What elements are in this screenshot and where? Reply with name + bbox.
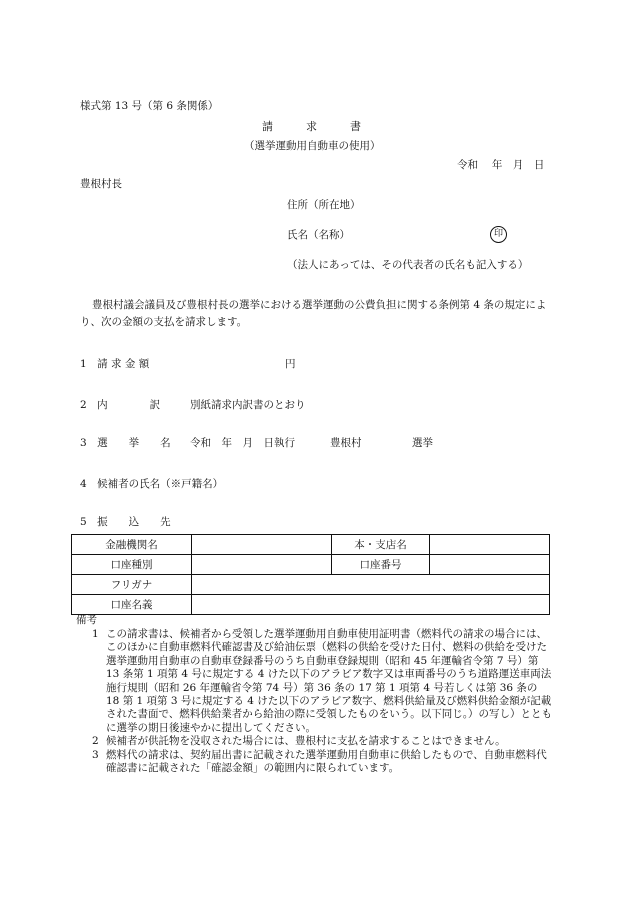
note-text: この請求書は、候補者から受領した選挙運動用自動車使用証明書（燃料代の請求の場合には、このほかに自動車燃料代確認書及び給油伝票（燃料の供給を受けた日付、燃料の供給を受けた選挙運動用自動車の自動車登録番号のうち自動車登録規則（昭和 45 年運輸省令第 7 号）第 13 条第 1 項第 4 号に規定する 4 けた以下のアラビア数字又は車両番号のうち道路運送車両法施行規則（昭和 26 年運輸省令第 74 号）第 36 条の 17 第 1 項第 4 号若しくは第 36 条の 18 第 1 項第 3 号に規定する 4 けた以下のアラビア数字、燃料供給量及び燃料供給金額が記載された書面で、燃料供給業者から給油の際に受領したものをいう。以下同じ。）の写し）とともに選挙の期日後速やかに提出してください。 <box>106 628 553 734</box>
bank-name-label: 金融機関名 <box>72 535 192 555</box>
account-number-field[interactable] <box>430 555 550 575</box>
account-number-label: 口座番号 <box>332 555 430 575</box>
transfer-label: 5 振 込 先 <box>80 516 171 528</box>
furigana-field[interactable] <box>192 575 550 595</box>
seal-icon: 印 <box>490 226 507 243</box>
notes-heading: 備考 <box>76 614 97 626</box>
account-type-field[interactable] <box>192 555 332 575</box>
name-label: 氏名（名称） <box>287 229 350 241</box>
table-row <box>72 575 550 595</box>
account-holder-field[interactable] <box>192 595 550 615</box>
account-type-label: 口座種別 <box>72 555 192 575</box>
election-label: 3 選 挙 名 <box>80 437 171 449</box>
note-number: 2 <box>92 735 99 748</box>
table-row <box>72 535 550 555</box>
corporate-note: （法人にあっては、その代表者の氏名も記入する） <box>287 259 529 271</box>
note-item <box>84 735 554 748</box>
note-text: 燃料代の請求は、契約届出書に記載された選挙運動用自動車に供給したもので、自動車燃料代確認書に記載された「確認金額」の範囲内に限られています。 <box>106 748 547 775</box>
note-text: 候補者が供託物を没収された場合には、豊根村に支払を請求することはできません。 <box>106 735 506 748</box>
note-number: 1 <box>92 628 99 640</box>
date-field: 令和 年 月 日 <box>457 159 545 171</box>
breakdown-label: 2 内 訳 <box>80 399 161 411</box>
amount-unit: 円 <box>285 358 296 370</box>
table-row <box>72 595 550 615</box>
election-suffix: 選挙 <box>412 437 433 449</box>
table-row <box>72 555 550 575</box>
bank-name-field[interactable] <box>192 535 332 555</box>
address-label: 住所（所在地） <box>287 199 361 211</box>
seal-mark <box>490 226 507 243</box>
amount-label: 1 請 求 金 額 <box>80 358 150 370</box>
transfer-table <box>71 534 550 615</box>
document-subtitle: （選挙運動用自動車の使用） <box>244 140 381 152</box>
form-number: 様式第 13 号（第 6 条関係） <box>80 100 219 112</box>
notes-list <box>84 628 554 775</box>
addressee: 豊根村長 <box>80 178 122 190</box>
breakdown-value: 別紙請求内訳書のとおり <box>190 399 306 411</box>
branch-label: 本・支店名 <box>332 535 430 555</box>
election-date: 令和 年 月 日執行 <box>190 437 295 449</box>
furigana-label: フリガナ <box>72 575 192 595</box>
note-item <box>84 749 554 776</box>
election-village: 豊根村 <box>330 437 362 449</box>
account-holder-label: 口座名義 <box>72 595 192 615</box>
note-number: 3 <box>92 748 99 761</box>
branch-field[interactable] <box>430 535 550 555</box>
note-item <box>84 628 554 735</box>
document-title: 請 求 書 <box>262 120 361 133</box>
body-text: 豊根村議会議員及び豊根村長の選挙における選挙運動の公費負担に関する条例第 4 条の規定により、次の金額の支払を請求します。 <box>80 299 547 328</box>
candidate-label: 4 候補者の氏名（※戸籍名） <box>80 478 224 490</box>
